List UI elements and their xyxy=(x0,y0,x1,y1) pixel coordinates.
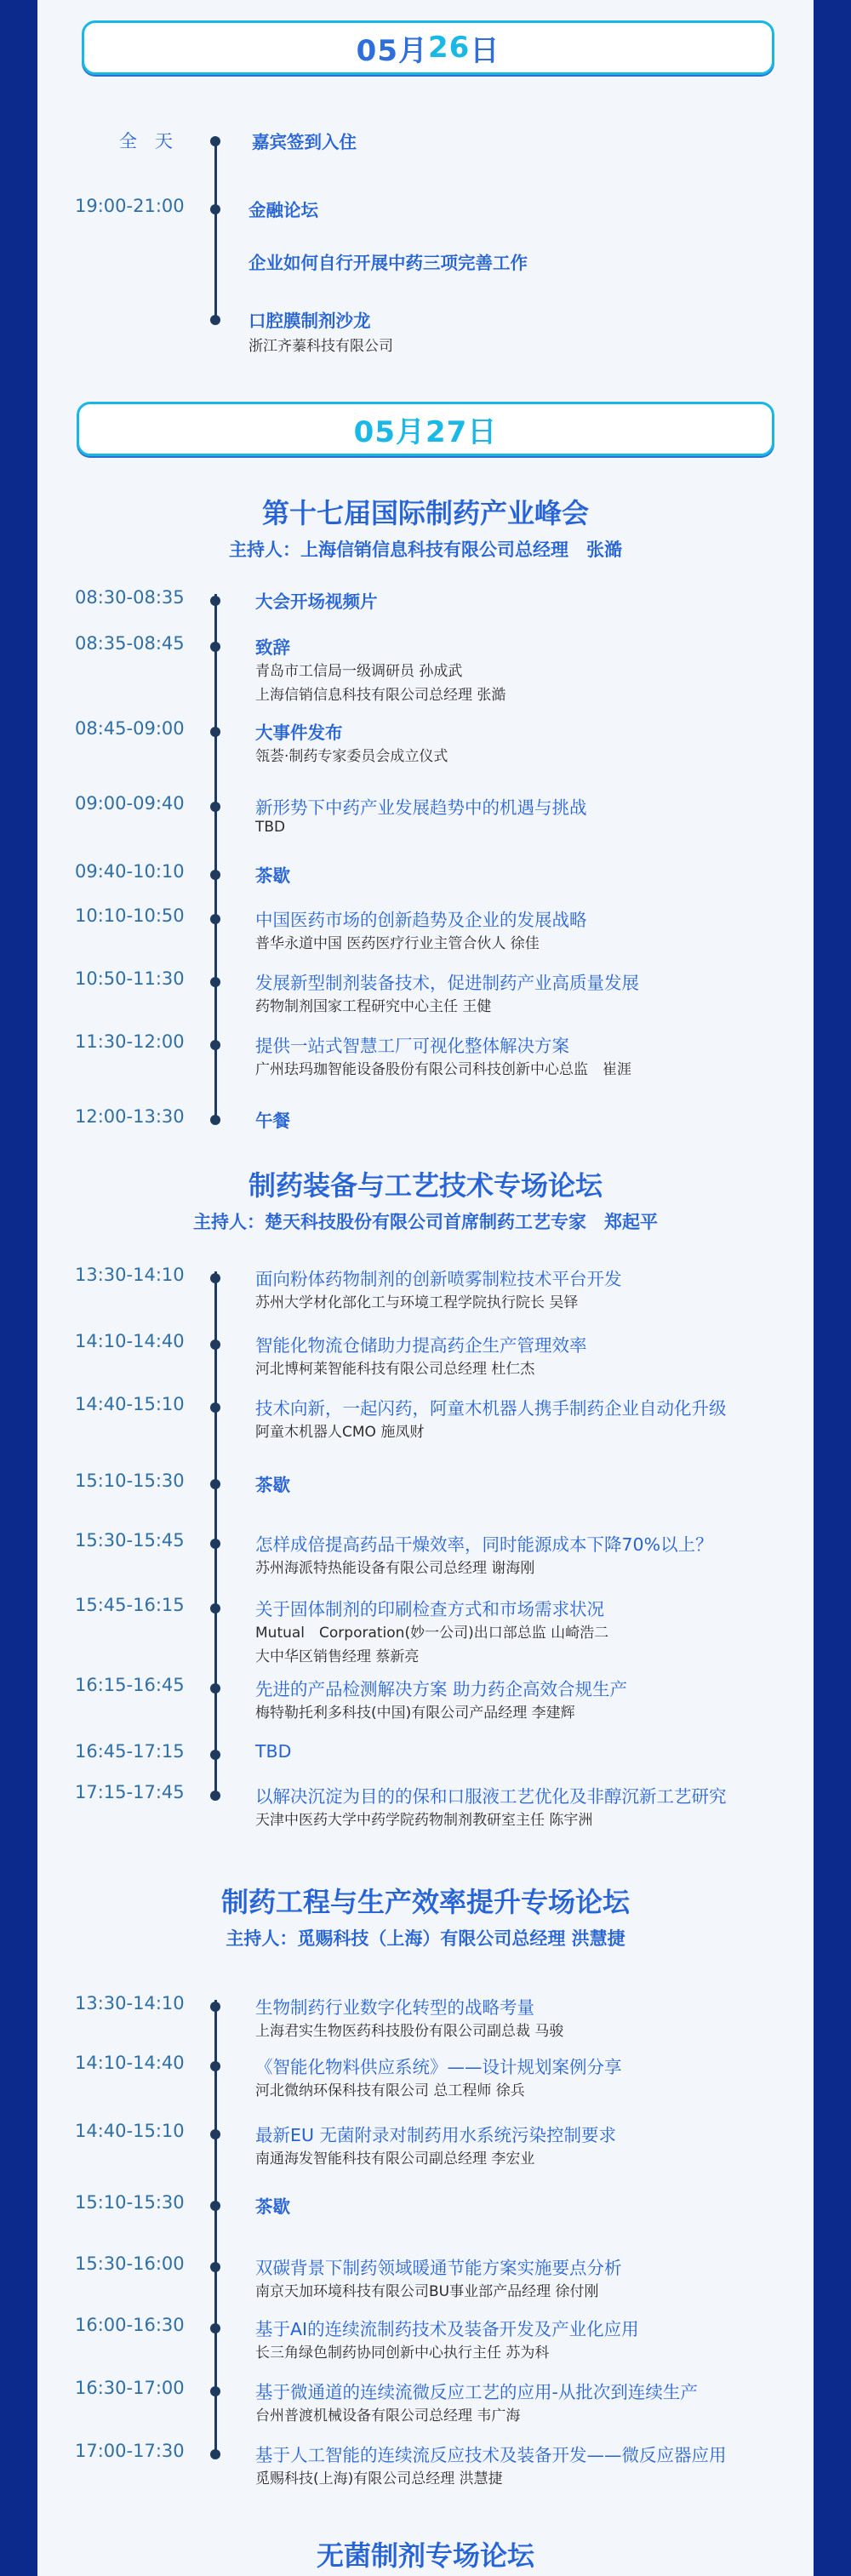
time-label: 14:10-14:40 xyxy=(75,2053,185,2073)
date-suffix: 日 xyxy=(470,33,500,68)
event-subtitle: 浙江齐蓁科技有限公司 xyxy=(248,338,393,355)
event-subtitle: Mutual Corporation(妙一公司)出口部总监 山崎浩二 xyxy=(255,1625,609,1642)
section-title: 无菌制剂专场论坛 xyxy=(316,2539,534,2572)
timeline-dot xyxy=(210,2386,220,2396)
time-label: 16:30-17:00 xyxy=(75,2378,185,2398)
event-subtitle: 天津中医药大学中药学院药物制剂教研室主任 陈宇洲 xyxy=(255,1812,593,1829)
event-subtitle: 广州珐玛珈智能设备股份有限公司科技创新中心总监 崔涯 xyxy=(255,1061,631,1078)
timeline-dot xyxy=(210,1539,220,1549)
time-label: 14:40-15:10 xyxy=(75,2121,185,2141)
event-title: 中国医药市场的创新趋势及企业的发展战略 xyxy=(255,910,587,930)
date-banner-day2 xyxy=(77,402,774,456)
event-subtitle: 药物制剂国家工程研究中心主任 王健 xyxy=(255,998,492,1015)
event-subtitle: 瓴荟·制药专家委员会成立仪式 xyxy=(255,748,448,765)
timeline-dot xyxy=(210,1115,220,1125)
time-label: 08:35-08:45 xyxy=(75,633,185,654)
event-title: 怎样成倍提高药品干燥效率，同时能源成本下降70%以上？ xyxy=(255,1534,713,1555)
event-title: 技术向新，一起闪药，阿童木机器人携手制药企业自动化升级 xyxy=(255,1398,727,1419)
event-subtitle: 青岛市工信局一级调研员 孙成武 xyxy=(255,663,463,680)
event-title: 金融论坛 xyxy=(248,200,318,220)
event-title: TBD xyxy=(255,1741,292,1762)
time-label: 15:45-16:15 xyxy=(75,1595,185,1615)
timeline-dot xyxy=(210,2002,220,2012)
timeline-dot xyxy=(210,1339,220,1350)
event-subtitle: 南京天加环境科技有限公司BU事业部产品经理 徐付刚 xyxy=(255,2283,599,2300)
event-subtitle: 普华永道中国 医药医疗行业主管合伙人 徐佳 xyxy=(255,935,540,952)
section-title: 制药装备与工艺技术专场论坛 xyxy=(248,1169,603,1202)
time-label: 17:15-17:45 xyxy=(75,1782,185,1802)
time-label: 08:45-09:00 xyxy=(75,718,185,739)
timeline-line xyxy=(214,1271,217,1797)
event-title: 先进的产品检测解决方案 助力药企高效合规生产 xyxy=(255,1679,628,1699)
date-full: 05月27日 xyxy=(353,414,498,449)
time-label: 08:30-08:35 xyxy=(75,587,185,608)
event-title: 茶歇 xyxy=(255,865,290,886)
event-subtitle: 长三角绿色制药协同创新中心执行主任 苏为科 xyxy=(255,2345,550,2362)
agenda-page xyxy=(37,0,814,2576)
timeline-dot xyxy=(210,2449,220,2459)
time-label: 09:40-10:10 xyxy=(75,861,185,882)
timeline-dot xyxy=(210,2323,220,2333)
event-title: 茶歇 xyxy=(255,1475,290,1495)
event-subtitle: 河北博柯莱智能科技有限公司总经理 杜仁杰 xyxy=(255,1361,535,1378)
timeline-dot xyxy=(210,1683,220,1694)
timeline-dot xyxy=(210,1791,220,1801)
event-title: 基于人工智能的连续流反应技术及装备开发——微反应器应用 xyxy=(255,2445,727,2465)
timeline-dot xyxy=(210,1040,220,1050)
time-label: 17:00-17:30 xyxy=(75,2441,185,2461)
date-prefix: 05月 xyxy=(356,33,428,68)
timeline-dot xyxy=(210,2061,220,2071)
timeline-dot xyxy=(210,2201,220,2211)
timeline-dot xyxy=(210,596,220,606)
event-subtitle: 苏州海派特热能设备有限公司总经理 谢海刚 xyxy=(255,1560,535,1577)
time-label: 11:30-12:00 xyxy=(75,1031,185,1052)
timeline-dot xyxy=(210,2129,220,2139)
event-title: 大会开场视频片 xyxy=(255,591,378,612)
event-subtitle: 阿童木机器人CMO 施凤财 xyxy=(255,1424,425,1441)
event-title: 生物制药行业数字化转型的战略考量 xyxy=(255,1997,534,2018)
timeline-dot xyxy=(210,204,220,214)
time-label: 10:10-10:50 xyxy=(75,905,185,926)
time-label: 15:10-15:30 xyxy=(75,2192,185,2213)
time-label: 16:00-16:30 xyxy=(75,2315,185,2335)
time-label: 15:30-16:00 xyxy=(75,2253,185,2274)
event-subtitle: 大中华区销售经理 蔡新亮 xyxy=(255,1648,420,1665)
time-label: 10:50-11:30 xyxy=(75,968,185,989)
event-title: 口腔膜制剂沙龙 xyxy=(248,311,371,331)
time-label: 16:45-17:15 xyxy=(75,1741,185,1762)
timeline-dot xyxy=(210,870,220,880)
timeline-dot xyxy=(210,2262,220,2272)
time-label: 19:00-21:00 xyxy=(75,196,185,216)
event-title: 最新EU 无菌附录对制药用水系统污染控制要求 xyxy=(255,2125,616,2145)
timeline-dot xyxy=(210,1479,220,1489)
time-label: 13:30-14:10 xyxy=(75,1265,185,1285)
event-subtitle: 上海君实生物医药科技股份有限公司副总裁 马骏 xyxy=(255,2023,564,2040)
timeline-dot xyxy=(210,1273,220,1283)
timeline-dot xyxy=(210,914,220,924)
event-title: 《智能化物料供应系统》——设计规划案例分享 xyxy=(255,2057,622,2077)
event-title: 双碳背景下制药领域暖通节能方案实施要点分析 xyxy=(255,2258,622,2278)
time-label: 09:00-09:40 xyxy=(75,793,185,814)
event-title: 企业如何自行开展中药三项完善工作 xyxy=(248,253,528,273)
event-subtitle: 梅特勒托利多科技(中国)有限公司产品经理 李建辉 xyxy=(255,1705,575,1722)
event-title: 关于固体制剂的印刷检查方式和市场需求状况 xyxy=(255,1599,604,1619)
section-title: 第十七届国际制药产业峰会 xyxy=(261,497,589,529)
event-subtitle: 上海信销信息科技有限公司总经理 张澔 xyxy=(255,687,506,704)
time-label: 13:30-14:10 xyxy=(75,1993,185,2013)
event-subtitle: TBD xyxy=(255,819,286,836)
time-label: 16:15-16:45 xyxy=(75,1675,185,1695)
time-label: 15:30-15:45 xyxy=(75,1530,185,1551)
event-title: 以解决沉淀为目的的保和口服液工艺优化及非醇沉新工艺研究 xyxy=(255,1786,727,1807)
event-title: 基于AI的连续流制药技术及装备开发及产业化应用 xyxy=(255,2319,639,2339)
timeline-dot xyxy=(210,1603,220,1614)
event-subtitle: 河北微纳环保科技有限公司 总工程师 徐兵 xyxy=(255,2082,525,2099)
event-title: 午餐 xyxy=(255,1111,290,1131)
section-host: 主持人：觅赐科技（上海）有限公司总经理 洪慧捷 xyxy=(226,1928,625,1949)
time-label: 全 天 xyxy=(119,131,173,151)
timeline-line-day1 xyxy=(214,141,217,320)
date-number: 26 xyxy=(428,31,471,65)
event-subtitle: 南通海发智能科技有限公司副总经理 李宏业 xyxy=(255,2150,535,2168)
event-title: 智能化物流仓储助力提高药企生产管理效率 xyxy=(255,1335,587,1356)
section-host: 主持人：上海信销信息科技有限公司总经理 张澔 xyxy=(229,540,622,560)
event-title: 新形势下中药产业发展趋势中的机遇与挑战 xyxy=(255,797,587,818)
event-title: 大事件发布 xyxy=(255,723,343,743)
event-title: 提供一站式智慧工厂可视化整体解决方案 xyxy=(255,1036,569,1056)
time-label: 12:00-13:30 xyxy=(75,1106,185,1127)
event-subtitle: 台州普渡机械设备有限公司总经理 韦广海 xyxy=(255,2408,521,2425)
event-title: 基于微通道的连续流微反应工艺的应用-从批次到连续生产 xyxy=(255,2382,698,2402)
section-host: 主持人：楚天科技股份有限公司首席制药工艺专家 郑起平 xyxy=(193,1212,658,1232)
event-title: 致辞 xyxy=(255,637,290,658)
timeline-dot xyxy=(210,802,220,812)
timeline-dot xyxy=(210,315,220,325)
time-label: 14:10-14:40 xyxy=(75,1331,185,1351)
date-banner-day1 xyxy=(82,20,774,75)
timeline-dot xyxy=(210,727,220,737)
timeline-dot xyxy=(210,642,220,652)
timeline-dot xyxy=(210,1750,220,1760)
timeline-dot xyxy=(210,977,220,987)
time-label: 14:40-15:10 xyxy=(75,1394,185,1414)
event-title: 发展新型制剂装备技术，促进制药产业高质量发展 xyxy=(255,973,639,993)
timeline-dot xyxy=(210,1402,220,1413)
event-title: 茶歇 xyxy=(255,2196,290,2217)
event-title: 嘉宾签到入住 xyxy=(252,132,357,152)
event-subtitle: 觅赐科技(上海)有限公司总经理 洪慧捷 xyxy=(255,2470,503,2487)
timeline-dot xyxy=(210,136,220,146)
event-subtitle: 苏州大学材化部化工与环境工程学院执行院长 吴铎 xyxy=(255,1294,579,1311)
time-label: 15:10-15:30 xyxy=(75,1471,185,1491)
event-title: 面向粉体药物制剂的创新喷雾制粒技术平台开发 xyxy=(255,1269,622,1289)
section-title: 制药工程与生产效率提升专场论坛 xyxy=(220,1886,630,1918)
